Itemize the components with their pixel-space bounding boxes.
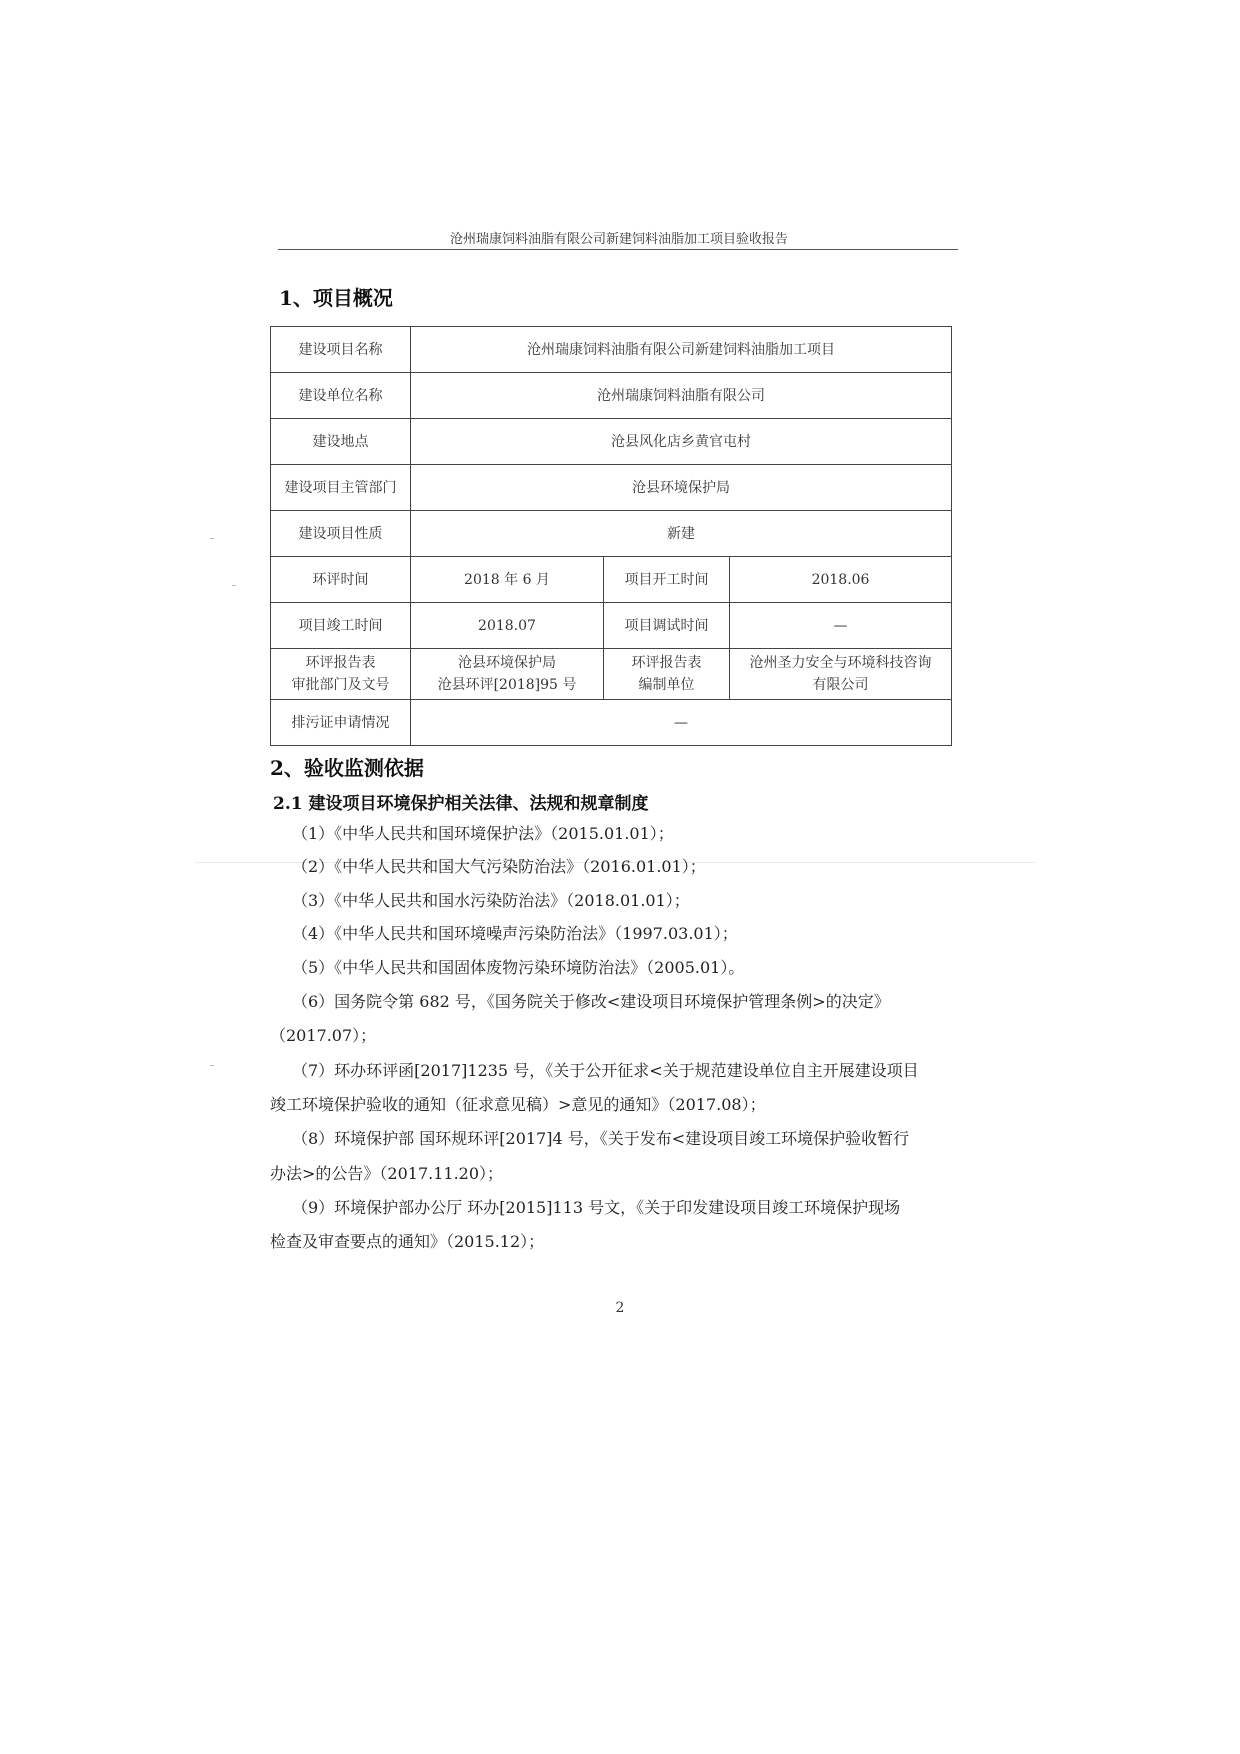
table-row: [271, 557, 952, 603]
law-item-9-line-2: 检查及审查要点的通知》（2015.12）；: [270, 1232, 545, 1251]
unit-label: 建设单位名称: [271, 373, 411, 419]
permit-label: 排污证申请情况: [271, 700, 411, 746]
table-row: [271, 419, 952, 465]
law-item-5: （5）《中华人民共和国固体废物污染环境防治法》（2005.01）。: [292, 958, 745, 977]
nature-value: 新建: [411, 511, 952, 557]
start-time-value: 2018.06: [730, 557, 952, 603]
law-item-7-line-1: （7）环办环评函[2017]1235 号，《关于公开征求<关于规范建设单位自主开展建设项目: [292, 1061, 919, 1080]
debug-label: 项目调试时间: [604, 603, 730, 649]
law-item-8-line-1: （8）环境保护部 国环规环评[2017]4 号，《关于发布<建设项目竣工环境保护验收暂行: [292, 1129, 910, 1148]
law-item-9-line-1: （9）环境保护部办公厅 环办[2015]113 号文，《关于印发建设项目竣工环境保护现场: [292, 1198, 901, 1217]
location-label: 建设地点: [271, 419, 411, 465]
table-row: [271, 327, 952, 373]
completion-label: 项目竣工时间: [271, 603, 411, 649]
compiler-label: [604, 649, 730, 700]
table-row: [271, 603, 952, 649]
eia-time-value: 2018 年 6 月: [411, 557, 604, 603]
eia-time-label: 环评时间: [271, 557, 411, 603]
law-item-6-line-1: （6）国务院令第 682 号，《国务院关于修改<建设项目环境保护管理条例>的决定》: [292, 992, 890, 1011]
section-2-1-title: 2.1 建设项目环境保护相关法律、法规和规章制度: [273, 794, 649, 814]
approval-value: [411, 649, 604, 700]
approval-label: [271, 649, 411, 700]
approval-value-line-1: 沧县环境保护局: [458, 655, 556, 671]
law-item-6-line-2: （2017.07）；: [270, 1026, 377, 1045]
table-row: [271, 700, 952, 746]
compiler-value-line-2: 有限公司: [812, 677, 869, 693]
compiler-label-line-2: 编制单位: [638, 677, 695, 693]
scan-speck: [210, 538, 214, 539]
compiler-value: [730, 649, 952, 700]
page-number: 2: [615, 1300, 625, 1316]
unit-value: 沧州瑞康饲料油脂有限公司: [411, 373, 952, 419]
project-name-value: 沧州瑞康饲料油脂有限公司新建饲料油脂加工项目: [411, 327, 952, 373]
permit-value: —: [411, 700, 952, 746]
table-row: [271, 465, 952, 511]
completion-value: 2018.07: [411, 603, 604, 649]
dept-value: 沧县环境保护局: [411, 465, 952, 511]
nature-label: 建设项目性质: [271, 511, 411, 557]
compiler-label-line-1: 环评报告表: [631, 655, 702, 671]
law-item-8-line-2: 办法>的公告》（2017.11.20）；: [270, 1164, 504, 1183]
compiler-value-line-1: 沧州圣力安全与环境科技咨询: [749, 655, 932, 671]
section-2-title: 2、验收监测依据: [270, 756, 424, 780]
running-header: 沧州瑞康饲料油脂有限公司新建饲料油脂加工项目验收报告: [449, 232, 788, 247]
scan-speck: [210, 1065, 214, 1066]
project-overview-table: [270, 326, 952, 746]
dept-label: 建设项目主管部门: [271, 465, 411, 511]
debug-value: —: [730, 603, 952, 649]
table-row: [271, 649, 952, 700]
approval-label-line-1: 环评报告表: [305, 655, 376, 671]
approval-value-line-2: 沧县环评[2018]95 号: [437, 677, 577, 693]
scan-speck: [232, 585, 236, 586]
table-row: [271, 373, 952, 419]
law-item-7-line-2: 竣工环境保护验收的通知（征求意见稿）>意见的通知》（2017.08）；: [270, 1095, 766, 1114]
law-item-3: （3）《中华人民共和国水污染防治法》（2018.01.01）；: [292, 891, 690, 910]
approval-label-line-2: 审批部门及文号: [291, 677, 390, 693]
project-name-label: 建设项目名称: [271, 327, 411, 373]
table-row: [271, 511, 952, 557]
law-item-2: （2）《中华人民共和国大气污染防治法》（2016.01.01）；: [292, 857, 706, 876]
law-item-4: （4）《中华人民共和国环境噪声污染防治法》（1997.03.01）；: [292, 924, 738, 943]
section-1-title: 1、项目概况: [279, 286, 393, 310]
location-value: 沧县风化店乡黄官屯村: [411, 419, 952, 465]
header-rule: [278, 249, 958, 250]
start-time-label: 项目开工时间: [604, 557, 730, 603]
law-item-1: （1）《中华人民共和国环境保护法》（2015.01.01）；: [292, 824, 674, 843]
